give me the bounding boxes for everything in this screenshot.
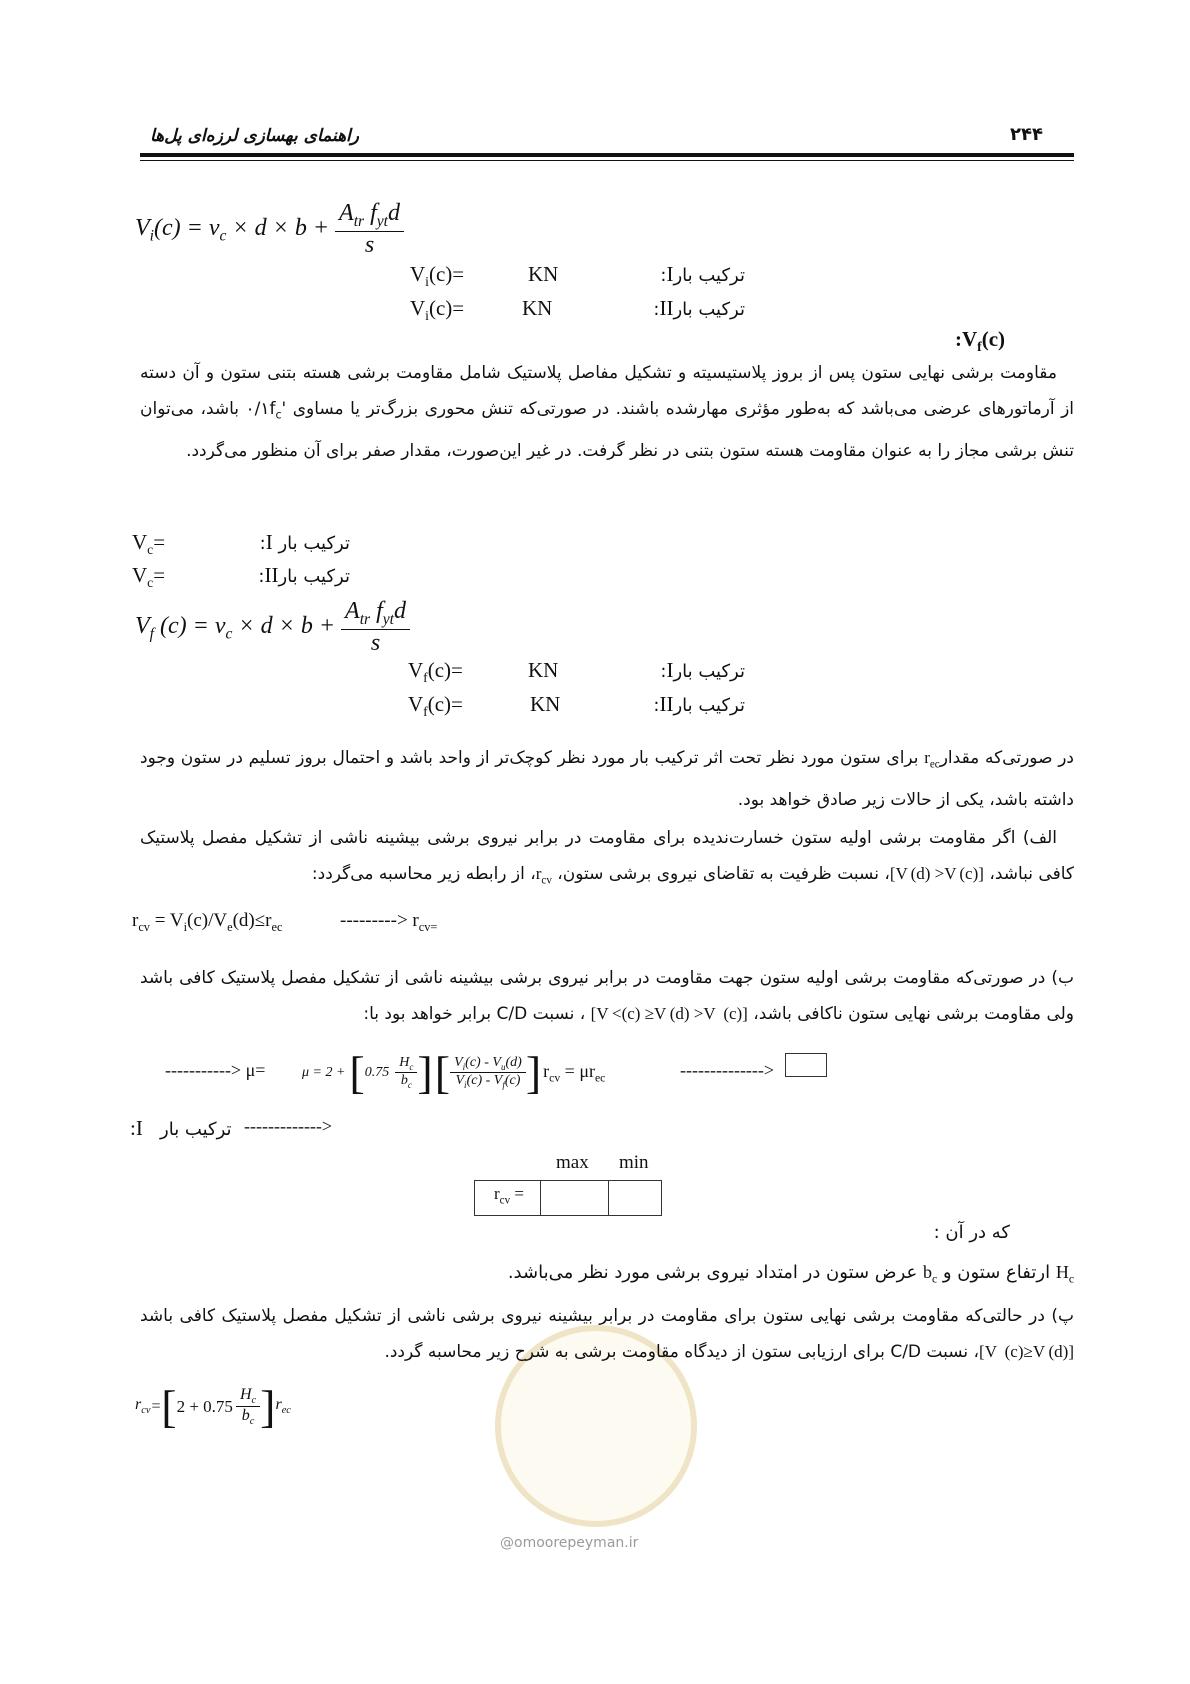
formula-vi-fraction: $\frac{A_{tr} f_{yt}d}{s}$	[335, 200, 404, 259]
case-alef-paragraph: الف) اگر مقاومت برشی اولیه ستون خسارت‌ندیده برای مقاومت در برابر نیروی برشی بیشینه ناشی از تشکیل مفصل پلاستیک کافی نباشد، [V (d) >V (c)]، نسبت ظرفیت به تقاضای نیروی برشی ستون، $r_{cv}،$ از رابطه زیر محاسبه می‌گردد:	[140, 828, 1074, 887]
watermark-text: @omoorepeyman.ir	[500, 1535, 639, 1551]
vf-row-2-var: $V_f(c)=$	[408, 692, 463, 720]
table-head-min: min	[619, 1152, 649, 1173]
vc-row-2-label: ترکیب بارII:	[258, 563, 350, 587]
formula-vf-fraction: $\frac{A_{tr} f_{yt}d}{s}$	[341, 598, 410, 657]
mu-result-box	[785, 1053, 827, 1077]
running-title: راهنمای بهسازی لرزه‌ای پل‌ها	[150, 126, 359, 146]
hc-definition: $H_c$ ارتفاع ستون و $b_c$ عرض ستون در امتداد نیروی برشی مورد نظر می‌باشد.	[507, 1262, 1074, 1286]
load-combo-arrow: ------------->	[244, 1116, 333, 1136]
rcv-formula: $r_{cv} = V_i(c)/V_e(d)\le r_{ec}$	[132, 910, 283, 934]
vf-row-2-unit: KN	[530, 692, 561, 716]
vf-paragraph: مقاومت برشی نهایی ستون پس از بروز پلاستیسیته و تشکیل مفاصل پلاستیک شامل مقاومت برشی هسته بتنی ستون و آن دسته از آرماتورهای عرضی می‌باشد که به‌طور مؤثری مهارشده باشند. در صورتی‌که تنش محوری بزرگ‌تر یا مساوی $۰/۱f_c'$ باشد، می‌توان تنش برشی مجاز را به عنوان مقاومت هسته ستون بتنی در نظر گرفت. در غیر این‌صورت، مقدار صفر برای آن منظور می‌گردد.	[140, 363, 1074, 462]
vi-row-2-label: ترکیب بارII:	[653, 296, 745, 320]
vi-row-1-label: ترکیب بارI:	[660, 262, 745, 286]
vf-heading: $:V_f(c)$	[955, 327, 1006, 355]
rec-paragraph: در صورتی‌که مقدارr$_{ec}$ برای ستون مورد نظر تحت اثر ترکیب بار مورد نظر کوچک‌تر از واحد باشد و احتمال بروز تسلیم در ستون وجود داشته باشد، یکی از حالات زیر صادق خواهد بود.	[140, 748, 1074, 811]
case-pe-paragraph: پ) در حالتی‌که مقاومت برشی نهایی ستون برای مقاومت در برابر بیشینه نیروی برشی ناشی از تشکیل مفصل پلاستیک کافی باشد [V (c)≥V (d)]، نسبت C/D برای ارزیابی ستون از دیدگاه مقاومت برشی به شرح زیر محاسبه گردد.	[140, 1306, 1074, 1362]
page-number: ۲۴۴	[1010, 124, 1043, 145]
mu-arrow: -----------> μ=	[165, 1060, 266, 1080]
vc-row-1-var: $V_c=$	[132, 530, 166, 558]
vf-row-1-unit: KN	[528, 658, 559, 682]
mu-arrow-2: -------------->	[680, 1060, 775, 1080]
mu-formula: μ = 2 + [ 0.75 $\frac{H_c}{b_c}$ ] [ $\frac{V_i(c) - V_u(d)}{V_i(c) - V_f(c)}$ ] $r_{cv} = \mu r_{ec}$	[302, 1047, 606, 1098]
formula-vf: $V_f$ $(c) = v_c \times d \times b$ + $\frac{A_{tr} f_{yt}d}{s}$	[135, 598, 410, 657]
vc-row-2-var: $V_c=$	[132, 563, 166, 591]
vi-row-1-var: $V_i(c)=$	[410, 262, 465, 290]
header-rule-thick	[140, 153, 1074, 157]
vf-row-1-var: $V_f(c)=$	[408, 658, 463, 686]
formula-vi: $V_i(c) = v_c \times d \times b$ + $\frac{A_{tr} f_{yt}d}{s}$	[135, 200, 404, 259]
where-label: که در آن :	[933, 1222, 1010, 1243]
vi-row-2-var: $V_i(c)=$	[410, 296, 465, 324]
vf-row-1-label: ترکیب بارI:	[660, 658, 745, 682]
final-rcv-formula: $r_{cv}$ = [ 2 + 0.75 $\frac{H_c}{b_c}$ ] $r_{ec}$	[135, 1381, 291, 1432]
table-divider-1	[540, 1180, 541, 1216]
table-divider-2	[608, 1180, 609, 1216]
table-row-label: $r_{cv}$ =	[494, 1184, 524, 1207]
table-head-max: max	[556, 1152, 589, 1173]
rcv-arrow: ---------> $r_{cv=}$	[340, 910, 438, 934]
header-rule-thin	[140, 160, 1074, 161]
load-combo-line: ترکیب بار I:	[130, 1116, 232, 1140]
vi-row-2-unit: KN	[522, 296, 553, 320]
case-be-paragraph: ب) در صورتی‌که مقاومت برشی اولیه ستون جهت مقاومت در برابر نیروی برشی بیشینه ناشی از تشکیل مفصل پلاستیک کافی باشد ولی مقاومت برشی نهایی ستون ناکافی باشد، [V <(c) ≥V (d) >V (c)] ، نسبت C/D برابر خواهد بود با:	[140, 968, 1074, 1024]
vf-row-2-label: ترکیب بارII:	[653, 692, 745, 716]
vi-row-1-unit: KN	[528, 262, 559, 286]
vc-row-1-label: ترکیب بار I:	[259, 530, 350, 554]
